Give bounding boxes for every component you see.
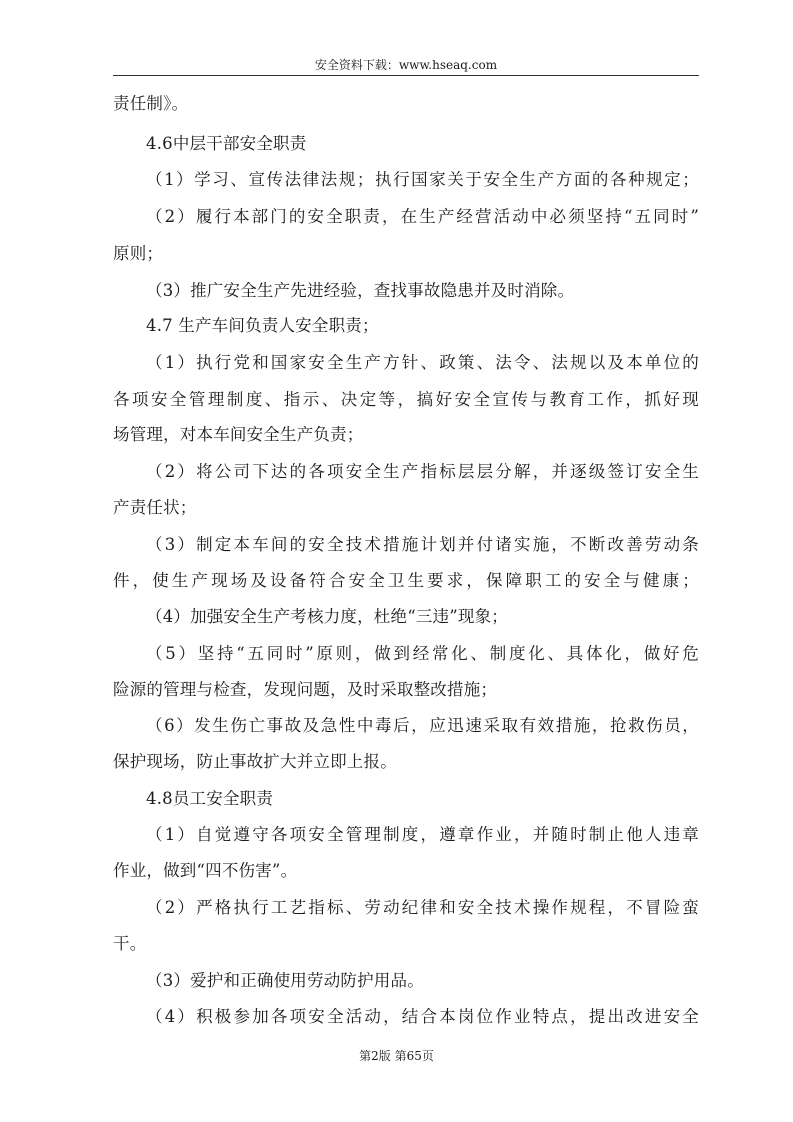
- text-line: 件，使生产现场及设备符合安全卫生要求，保障职工的安全与健康；: [113, 571, 699, 590]
- text-line: （1）自觉遵守各项安全管理制度，遵章作业，并随时制止他人违章: [146, 825, 699, 844]
- text-line: （2）严格执行工艺指标、劳动纪律和安全技术操作规程，不冒险蛮: [146, 898, 699, 917]
- section-heading: 4.7 生产车间负责人安全职责；: [146, 316, 379, 335]
- text-line: 各项安全管理制度、指示、决定等，搞好安全宣传与教育工作，抓好现: [113, 390, 699, 409]
- text-line: 原则；: [113, 244, 164, 263]
- text-line: （3）推广安全生产先进经验，查找事故隐患并及时消除。: [146, 281, 575, 300]
- text-line: 干。: [113, 934, 147, 953]
- text-line: （4）加强安全生产考核力度，杜绝“三违”现象；: [146, 607, 508, 626]
- text-line: 场管理，对本车间安全生产负责；: [113, 425, 364, 444]
- text-line: （3）爱护和正确使用劳动防护用品。: [146, 971, 424, 990]
- text-line: 产责任状；: [113, 498, 197, 517]
- text-line: （1）执行党和国家安全生产方针、政策、法令、法规以及本单位的: [146, 353, 699, 372]
- header-rule: [113, 75, 699, 76]
- page-header: 安全资料下载：www.hseaq.com: [314, 58, 498, 72]
- text-line: 险源的管理与检查，发现问题，及时采取整改措施；: [113, 680, 498, 699]
- text-line: 作业，做到“四不伤害”。: [113, 861, 298, 880]
- text-line: （1）学习、宣传法律法规；执行国家关于安全生产方面的各种规定；: [146, 170, 699, 189]
- text-line: （2）履行本部门的安全职责，在生产经营活动中必须坚持“五同时”: [146, 207, 699, 226]
- text-line: （4）积极参加各项安全活动，结合本岗位作业特点，提出改进安全: [146, 1007, 699, 1026]
- section-heading: 4.6中层干部安全职责: [146, 134, 307, 153]
- text-line: 保护现场，防止事故扩大并立即上报。: [113, 752, 397, 771]
- text-line: （6）发生伤亡事故及急性中毒后，应迅速采取有效措施，抢救伤员，: [146, 716, 699, 735]
- text-line: （3）制定本车间的安全技术措施计划并付诸实施，不断改善劳动条: [146, 535, 699, 554]
- text-line: 责任制》。: [113, 94, 189, 113]
- section-heading: 4.8员工安全职责: [146, 789, 274, 808]
- page-footer: 第2版 第65页: [359, 1049, 434, 1063]
- text-line: （2）将公司下达的各项安全生产指标层层分解，并逐级签订安全生: [146, 462, 699, 481]
- text-line: （5）坚持“五同时”原则，做到经常化、制度化、具体化，做好危: [146, 644, 699, 663]
